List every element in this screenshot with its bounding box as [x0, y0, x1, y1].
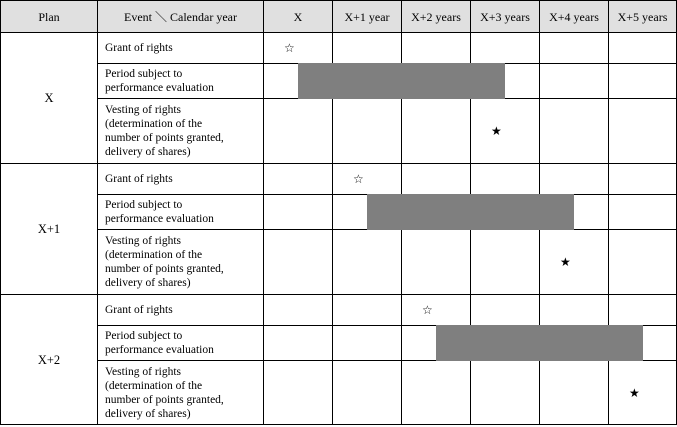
evaluation-period-bar [367, 194, 401, 230]
evaluation-period-bar [401, 63, 470, 99]
year-cell [540, 33, 609, 64]
event-vesting-label-line: Vesting of rights [105, 365, 182, 378]
year-cell [540, 64, 609, 99]
year-cell [471, 64, 540, 99]
plan-row-vesting [1, 230, 677, 295]
year-cell [609, 33, 677, 64]
event-period-label [98, 64, 264, 99]
plan-row-period [1, 64, 677, 99]
year-cell [264, 99, 333, 164]
year-cell [471, 99, 540, 164]
black-star-icon: ★ [491, 124, 502, 138]
year-cell [264, 326, 333, 361]
event-vesting-label-line: number of points granted, [105, 132, 224, 144]
event-period-label-line: performance evaluation [105, 344, 214, 356]
year-cell [333, 164, 402, 195]
year-cell [609, 295, 677, 326]
header-year-3: X+3 years [471, 1, 540, 33]
black-star-icon: ★ [560, 255, 571, 269]
year-cell [540, 195, 609, 230]
event-grant-label: Grant of rights [98, 295, 264, 326]
evaluation-period-bar [539, 194, 574, 230]
year-cell [333, 361, 402, 425]
event-vesting-label-line: (determination of the [105, 379, 203, 392]
year-cell [609, 230, 677, 295]
evaluation-period-bar [470, 63, 505, 99]
year-cell [333, 195, 402, 230]
header-year-1: X+1 year [333, 1, 402, 33]
schedule-body [1, 33, 677, 425]
event-period-label [98, 195, 264, 230]
event-vesting-label-line: delivery of shares) [105, 146, 191, 158]
event-vesting-label [98, 361, 264, 425]
plan-row-grant [1, 295, 677, 326]
event-vesting-label [98, 230, 264, 295]
plan-row-vesting [1, 361, 677, 425]
year-cell [264, 230, 333, 295]
event-vesting-label-line: delivery of shares) [105, 277, 191, 289]
event-period-label-line: performance evaluation [105, 82, 214, 94]
header-plan: Plan [1, 1, 98, 33]
year-cell [333, 33, 402, 64]
event-period-label-line: Period subject to [105, 199, 183, 211]
event-vesting-label-line: delivery of shares) [105, 407, 191, 420]
year-cell [333, 326, 402, 361]
year-cell [471, 361, 540, 425]
evaluation-period-bar [470, 325, 539, 361]
header-year-2: X+2 years [402, 1, 471, 33]
year-cell [609, 361, 677, 425]
year-cell [402, 195, 471, 230]
event-vesting-label [98, 99, 264, 164]
year-cell [333, 295, 402, 326]
evaluation-period-bar [470, 194, 539, 230]
evaluation-period-bar [332, 63, 401, 99]
header-year-4: X+4 years [540, 1, 609, 33]
year-cell [402, 230, 471, 295]
plan-row-grant [1, 33, 677, 64]
plan-row-period [1, 195, 677, 230]
year-cell [402, 99, 471, 164]
plan-row-grant [1, 164, 677, 195]
white-star-icon: ☆ [284, 41, 295, 55]
year-cell [609, 195, 677, 230]
plan-row-vesting [1, 99, 677, 164]
header-year-5: X+5 years [609, 1, 677, 33]
year-cell [540, 361, 609, 425]
year-cell [609, 326, 677, 361]
event-vesting-label-line: (determination of the [105, 249, 203, 261]
year-cell [609, 64, 677, 99]
plan-row-period [1, 326, 677, 361]
black-star-icon: ★ [629, 385, 640, 400]
year-cell [402, 295, 471, 326]
year-cell [264, 33, 333, 64]
year-cell [540, 295, 609, 326]
year-cell [333, 99, 402, 164]
event-period-label [98, 326, 264, 361]
header-year-0: X [264, 1, 333, 33]
event-vesting-label-line: number of points granted, [105, 263, 224, 275]
year-cell [402, 33, 471, 64]
header-event: Event ＼ Calendar year [98, 1, 264, 33]
plan-name: X+1 [1, 164, 98, 295]
event-vesting-label-line: (determination of the [105, 118, 203, 130]
event-period-label-line: Period subject to [105, 68, 183, 80]
event-vesting-label-line: Vesting of rights [105, 104, 182, 116]
year-cell [264, 64, 333, 99]
year-cell [540, 99, 609, 164]
year-cell [471, 195, 540, 230]
year-cell [471, 230, 540, 295]
plan-name: X [1, 33, 98, 164]
event-grant-label: Grant of rights [98, 33, 264, 64]
evaluation-period-bar [401, 194, 470, 230]
year-cell [402, 361, 471, 425]
event-period-label-line: Period subject to [105, 330, 183, 342]
year-cell [264, 361, 333, 425]
year-cell [540, 326, 609, 361]
plan-name: X+2 [1, 295, 98, 425]
white-star-icon: ☆ [353, 172, 364, 186]
event-period-label-line: performance evaluation [105, 213, 214, 225]
evaluation-period-bar [436, 325, 470, 361]
year-cell [471, 295, 540, 326]
white-star-icon: ☆ [422, 303, 433, 317]
year-cell [471, 33, 540, 64]
evaluation-period-bar [298, 63, 332, 99]
year-cell [264, 195, 333, 230]
evaluation-period-bar [539, 325, 608, 361]
year-cell [333, 64, 402, 99]
year-cell [471, 164, 540, 195]
event-vesting-label-line: Vesting of rights [105, 235, 182, 247]
year-cell [540, 230, 609, 295]
event-grant-label: Grant of rights [98, 164, 264, 195]
year-cell [264, 295, 333, 326]
year-cell [402, 326, 471, 361]
event-vesting-label-line: number of points granted, [105, 393, 224, 406]
evaluation-period-bar [608, 325, 643, 361]
year-cell [471, 326, 540, 361]
header-row [1, 1, 677, 33]
year-cell [264, 164, 333, 195]
year-cell [402, 164, 471, 195]
year-cell [333, 230, 402, 295]
year-cell [540, 164, 609, 195]
year-cell [402, 64, 471, 99]
year-cell [609, 164, 677, 195]
year-cell [609, 99, 677, 164]
